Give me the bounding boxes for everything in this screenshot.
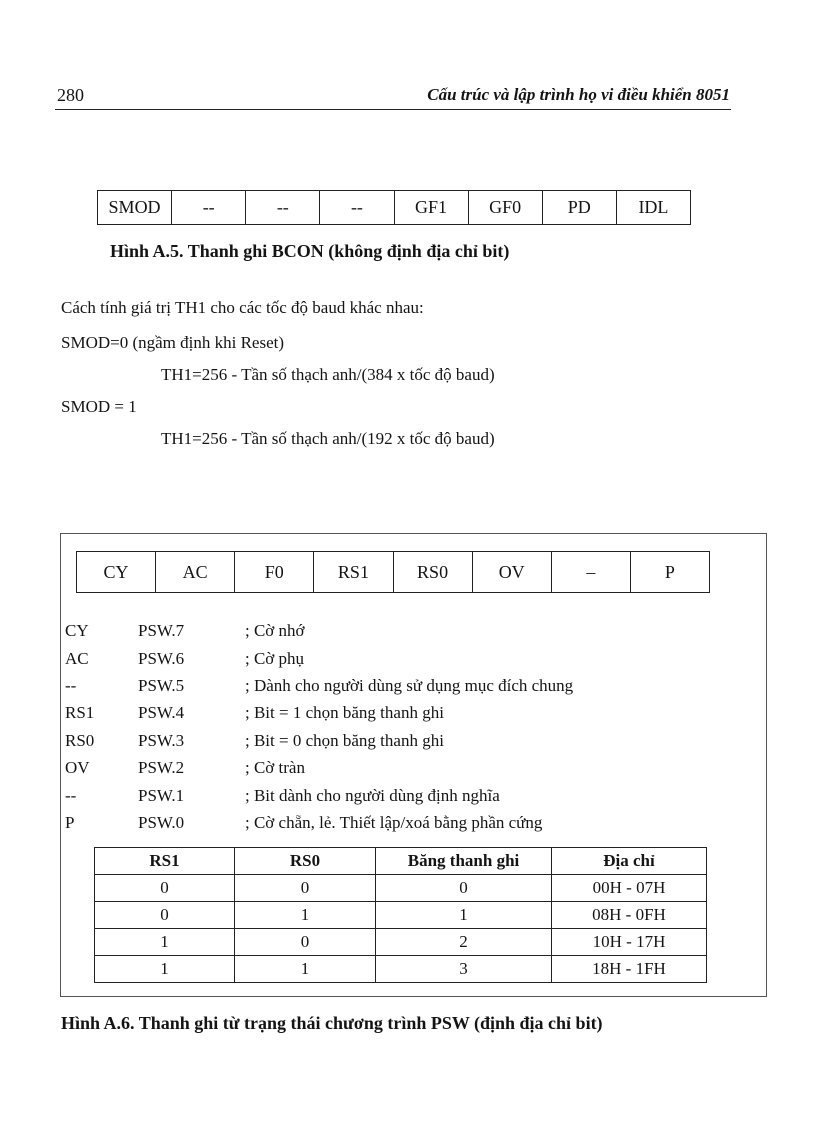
bcon-bit-0: IDL (616, 191, 690, 225)
table-cell: 10H - 17H (552, 929, 707, 956)
def-desc: ; Bit dành cho người dùng định nghĩa (245, 786, 500, 805)
def-desc: ; Cờ phụ (245, 649, 305, 668)
table-row (95, 956, 707, 983)
table-cell: 1 (235, 956, 376, 983)
def-bit: PSW.4 (138, 703, 185, 722)
bcon-bit-3: GF1 (394, 191, 468, 225)
psw-definition (65, 813, 725, 839)
def-desc: ; Bit = 0 chọn băng thanh ghi (245, 731, 444, 750)
def-flag: CY (65, 621, 89, 640)
psw-definition (65, 758, 725, 784)
table-row (95, 875, 707, 902)
table-cell: 1 (95, 929, 235, 956)
running-title: Cấu trúc và lập trình họ vi điều khiển 8051 (427, 85, 730, 104)
bcon-bit-6: -- (172, 191, 246, 225)
table-cell: 1 (95, 956, 235, 983)
bcon-bit-7: SMOD (98, 191, 172, 225)
def-bit: PSW.2 (138, 758, 185, 777)
table-cell: 08H - 0FH (552, 902, 707, 929)
bcon-bit-2: GF0 (468, 191, 542, 225)
column-header: Băng thanh ghi (376, 848, 552, 875)
smod0-label: SMOD=0 (ngầm định khi Reset) (61, 333, 285, 352)
column-header: RS1 (95, 848, 235, 875)
psw-bit-2: OV (472, 552, 551, 593)
smod1-formula: TH1=256 - Tần số thạch anh/(192 x tốc độ baud) (161, 429, 495, 448)
def-flag: RS0 (65, 731, 95, 750)
def-bit: PSW.0 (138, 813, 185, 832)
figure-caption-a6: Hình A.6. Thanh ghi từ trạng thái chương trình PSW (định địa chỉ bit) (61, 1013, 603, 1033)
table-header-row (95, 848, 707, 875)
figure-caption-a5: Hình A.5. Thanh ghi BCON (không định địa chỉ bit) (110, 241, 510, 261)
psw-bit-4: RS1 (314, 552, 393, 593)
bcon-bit-1: PD (542, 191, 616, 225)
column-header: Địa chỉ (552, 848, 707, 875)
psw-definition (65, 786, 725, 812)
def-flag: -- (65, 676, 77, 695)
psw-bit-1: – (551, 552, 630, 593)
table-cell: 0 (95, 875, 235, 902)
table-cell: 1 (235, 902, 376, 929)
psw-definition (65, 649, 725, 675)
def-flag: OV (65, 758, 90, 777)
def-desc: ; Bit = 1 chọn băng thanh ghi (245, 703, 444, 722)
def-desc: ; Cờ tràn (245, 758, 305, 777)
header-rule (55, 109, 731, 110)
smod0-formula: TH1=256 - Tần số thạch anh/(384 x tốc độ baud) (161, 365, 495, 384)
psw-definition (65, 676, 725, 702)
bcon-bit-5: -- (246, 191, 320, 225)
psw-bit-0: P (630, 552, 709, 593)
psw-bit-5: F0 (235, 552, 314, 593)
def-desc: ; Dành cho người dùng sử dụng mục đích chung (245, 676, 574, 695)
psw-bit-3: RS0 (393, 552, 472, 593)
table-row (95, 929, 707, 956)
psw-bit-6: AC (156, 552, 235, 593)
def-bit: PSW.6 (138, 649, 185, 668)
def-bit: PSW.3 (138, 731, 185, 750)
register-bank-table (94, 847, 707, 983)
def-desc: ; Cờ chẵn, lẻ. Thiết lập/xoá bằng phần cứng (245, 813, 543, 832)
column-header: RS0 (235, 848, 376, 875)
page-number: 280 (57, 85, 84, 105)
def-flag: AC (65, 649, 89, 668)
psw-register-table (76, 551, 710, 593)
def-flag: P (65, 813, 75, 832)
psw-definition (65, 621, 725, 647)
table-cell: 1 (376, 902, 552, 929)
table-cell: 18H - 1FH (552, 956, 707, 983)
def-bit: PSW.1 (138, 786, 185, 805)
psw-definition (65, 703, 725, 729)
psw-definition (65, 731, 725, 757)
table-cell: 0 (95, 902, 235, 929)
psw-bit-7: CY (77, 552, 156, 593)
table-cell: 0 (235, 875, 376, 902)
baud-intro: Cách tính giá trị TH1 cho các tốc độ baud khác nhau: (61, 298, 424, 317)
def-bit: PSW.7 (138, 621, 185, 640)
def-desc: ; Cờ nhớ (245, 621, 305, 640)
def-flag: RS1 (65, 703, 95, 722)
table-cell: 3 (376, 956, 552, 983)
table-cell: 00H - 07H (552, 875, 707, 902)
def-flag: -- (65, 786, 77, 805)
bcon-register-table (97, 190, 691, 225)
table-cell: 2 (376, 929, 552, 956)
table-row (95, 902, 707, 929)
smod1-label: SMOD = 1 (61, 397, 137, 416)
bcon-bit-4: -- (320, 191, 394, 225)
table-cell: 0 (376, 875, 552, 902)
def-bit: PSW.5 (138, 676, 185, 695)
table-cell: 0 (235, 929, 376, 956)
